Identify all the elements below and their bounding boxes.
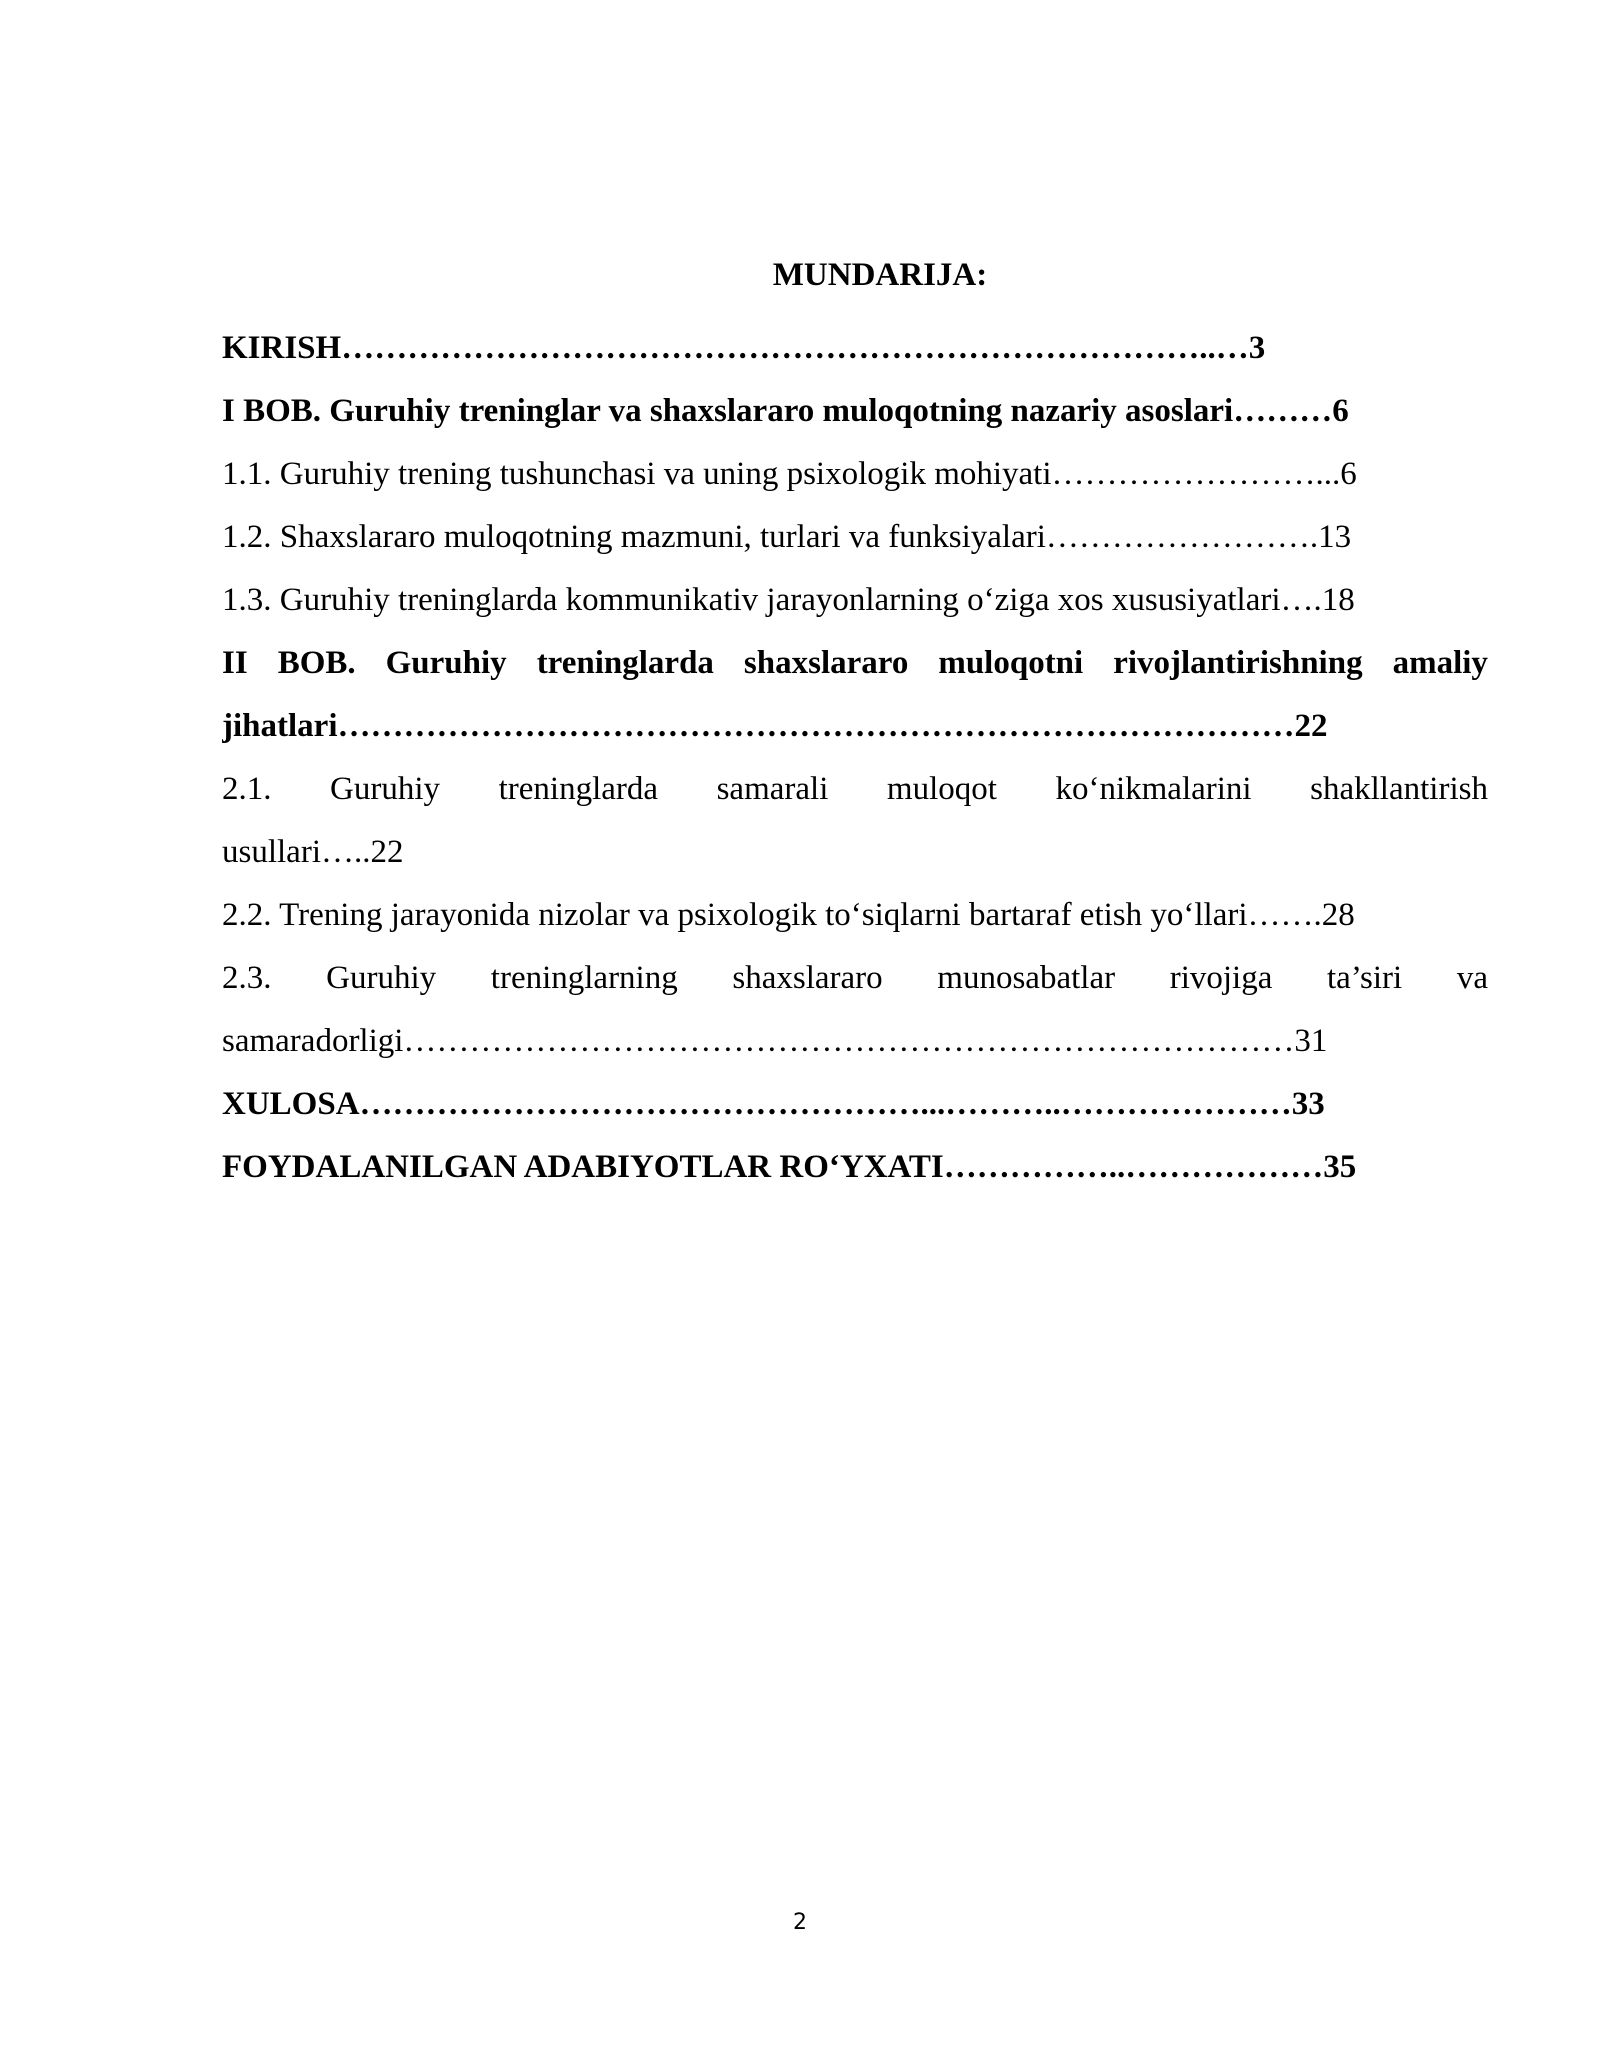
toc-entry-section-1-2: 1.2. Shaxslararo muloqotning mazmuni, turlari va funksiyalari…………………….13 — [222, 519, 1352, 555]
table-of-contents — [222, 255, 1488, 1199]
toc-entry-adabiyotlar: FOYDALANILGAN ADABIYOTLAR RO‘YXATI……………..………………35 — [222, 1149, 1357, 1185]
toc-word: II — [222, 645, 248, 681]
toc-word: shakllantirish — [1310, 771, 1488, 807]
toc-word: shaxslararo — [743, 645, 909, 681]
toc-word: va — [1456, 960, 1488, 996]
toc-entry-chapter-1: I BOB. Guruhiy treninglar va shaxslararo muloqotning nazariy asoslari………6 — [222, 393, 1349, 429]
toc-word: treninglarda — [498, 771, 659, 807]
toc-entry-section-2-3-line-2: samaradorligi………………………………………………………………………31 — [222, 1023, 1328, 1059]
toc-word: Guruhiy — [385, 645, 507, 681]
toc-entry-section-2-2: 2.2. Trening jarayonida nizolar va psixologik to‘siqlarni bartaraf etish yo‘llari…….28 — [222, 897, 1355, 933]
toc-entry-section-2-1-line-2: usullari…..22 — [222, 834, 404, 870]
toc-word: munosabatlar — [937, 960, 1116, 996]
page-number: 2 — [793, 1910, 807, 1935]
toc-entry-chapter-2-line-1 — [222, 632, 1488, 695]
toc-word: samarali — [716, 771, 829, 807]
toc-word: rivojlantirishning — [1113, 645, 1363, 681]
toc-word: amaliy — [1392, 645, 1488, 681]
toc-word: Guruhiy — [330, 771, 441, 807]
toc-word: 2.3. — [222, 960, 272, 996]
toc-word: Guruhiy — [326, 960, 437, 996]
toc-entry-kirish: KIRISH……………………………………………………………………..…3 — [222, 330, 1266, 366]
toc-word: ko‘nikmalarini — [1055, 771, 1252, 807]
toc-word: rivojiga — [1169, 960, 1273, 996]
toc-word: muloqotni — [938, 645, 1084, 681]
toc-entry-xulosa: XULOSA……………………………………………...………..…………………33 — [222, 1086, 1325, 1122]
toc-title: MUNDARIJA: — [772, 257, 988, 293]
toc-word: shaxslararo — [732, 960, 883, 996]
toc-word: 2.1. — [222, 771, 272, 807]
toc-word: treninglarning — [490, 960, 678, 996]
toc-word: treninglarda — [536, 645, 714, 681]
toc-entry-chapter-2-line-2: jihatlari……………………………………………………………………………22 — [222, 708, 1328, 744]
toc-word: ta’siri — [1327, 960, 1403, 996]
toc-entry-section-2-3-line-1 — [222, 947, 1488, 1010]
toc-entry-section-1-3: 1.3. Guruhiy treninglarda kommunikativ jarayonlarning o‘ziga xos xususiyatlari….18 — [222, 582, 1355, 618]
toc-entry-section-2-1-line-1 — [222, 758, 1488, 821]
toc-word: BOB. — [277, 645, 356, 681]
toc-word: muloqot — [886, 771, 997, 807]
toc-entry-section-1-1: 1.1. Guruhiy trening tushunchasi va uning psixologik mohiyati……………………...6 — [222, 456, 1357, 492]
